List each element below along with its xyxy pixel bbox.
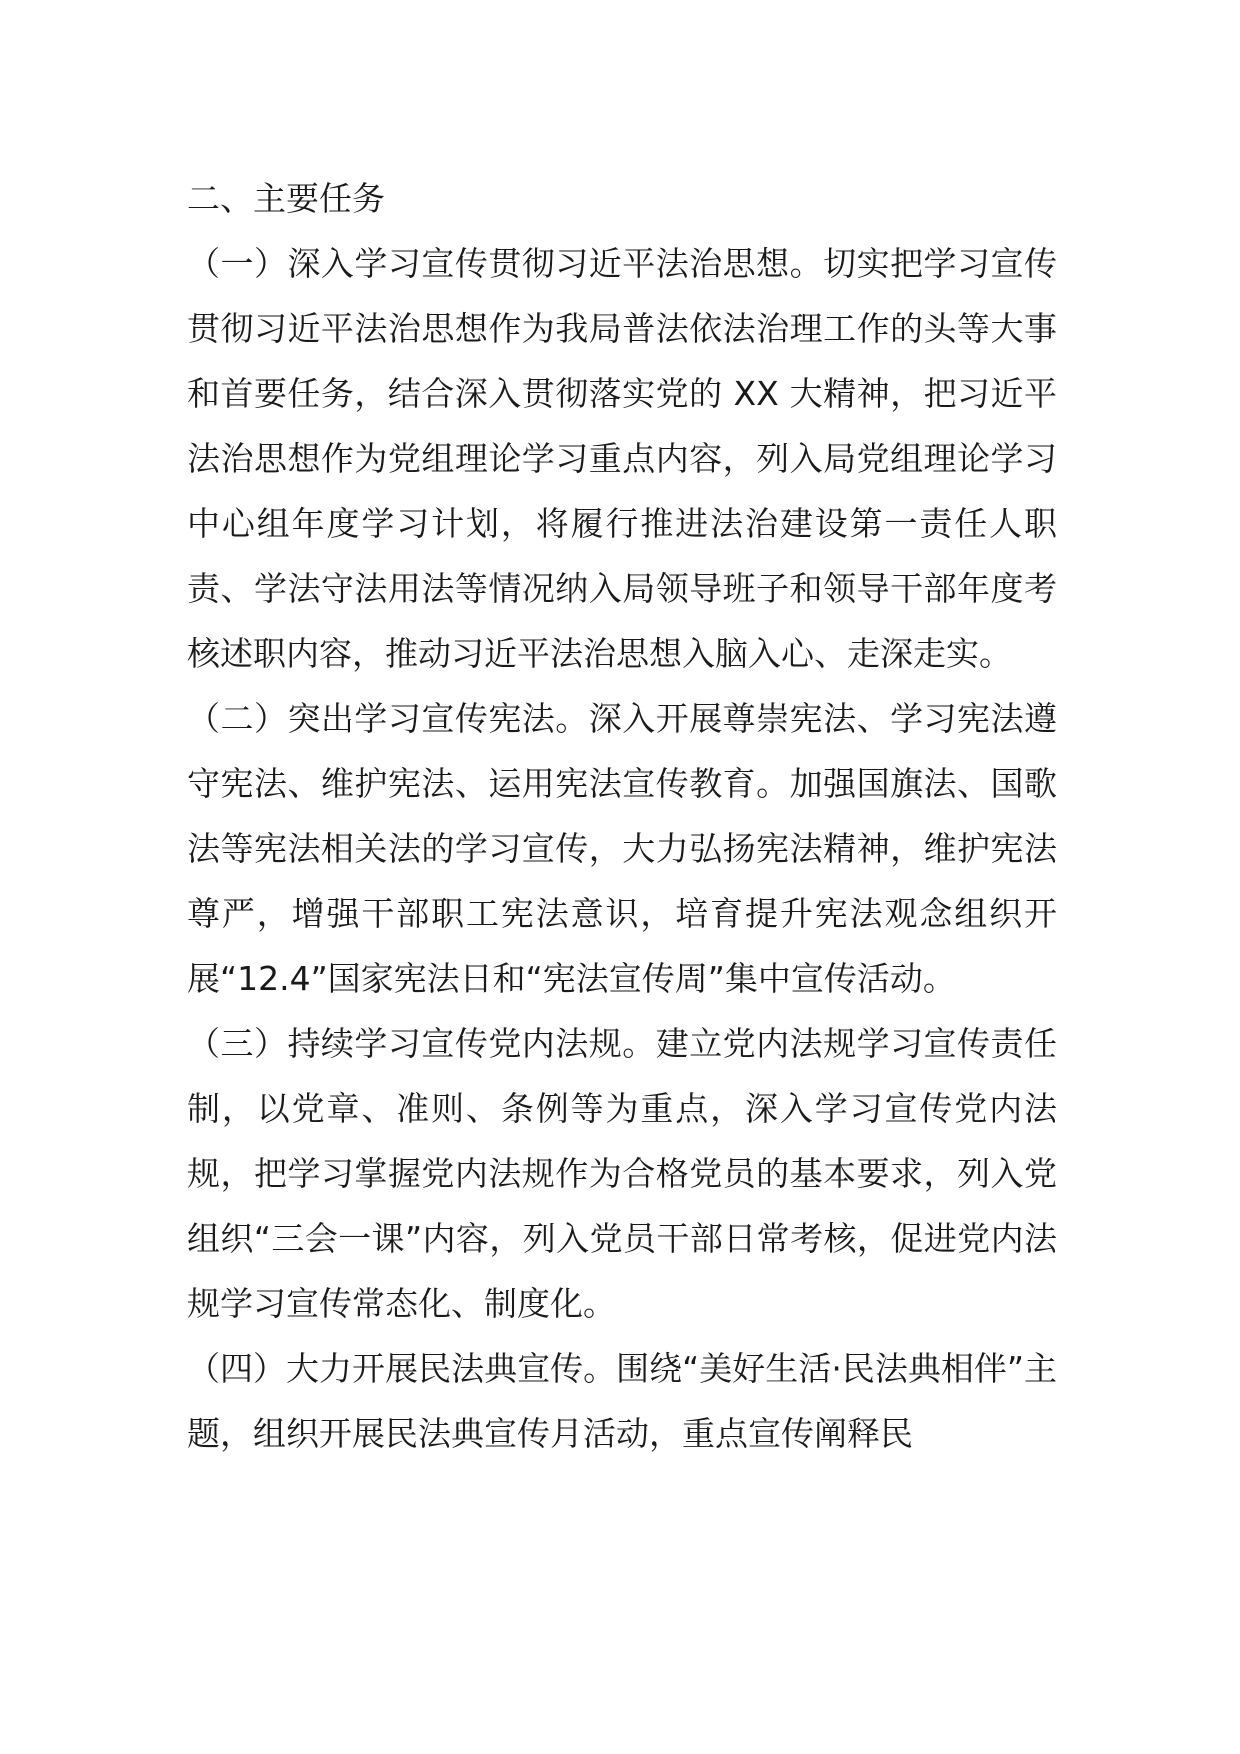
document-body [187,166,1057,1466]
paragraph-one: （一）深入学习宣传贯彻习近平法治思想。切实把学习宣传贯彻习近平法治思想作为我局普法依法治理工作的头等大事和首要任务，结合深入贯彻落实党的 XX 大精神，把习近平法治思想作为党组理论学习重点内容，列入局党组理论学习中心组年度学习计划，将履行推进法治建设第一责任人职责、学法守法用法等情况纳入局领导班子和领导干部年度考核述职内容，推动习近平法治思想入脑入心、走深走实。 [187,244,1057,673]
section-heading: 二、主要任务 [187,179,385,218]
paragraph-three: （三）持续学习宣传党内法规。建立党内法规学习宣传责任制，以党章、准则、条例等为重点，深入学习宣传党内法规，把学习掌握党内法规作为合格党员的基本要求，列入党组织“三会一课”内容，列入党员干部日常考核，促进党内法规学习宣传常态化、制度化。 [187,1024,1057,1323]
paragraph-four: （四）大力开展民法典宣传。围绕“美好生活·民法典相伴”主题，组织开展民法典宣传月活动，重点宣传阐释民 [187,1349,1057,1453]
paragraph-two: （二）突出学习宣传宪法。深入开展尊崇宪法、学习宪法遵守宪法、维护宪法、运用宪法宣传教育。加强国旗法、国歌法等宪法相关法的学习宣传，大力弘扬宪法精神，维护宪法尊严，增强干部职工宪法意识，培育提升宪法观念组织开展“12.4”国家宪法日和“宪法宣传周”集中宣传活动。 [187,699,1057,998]
